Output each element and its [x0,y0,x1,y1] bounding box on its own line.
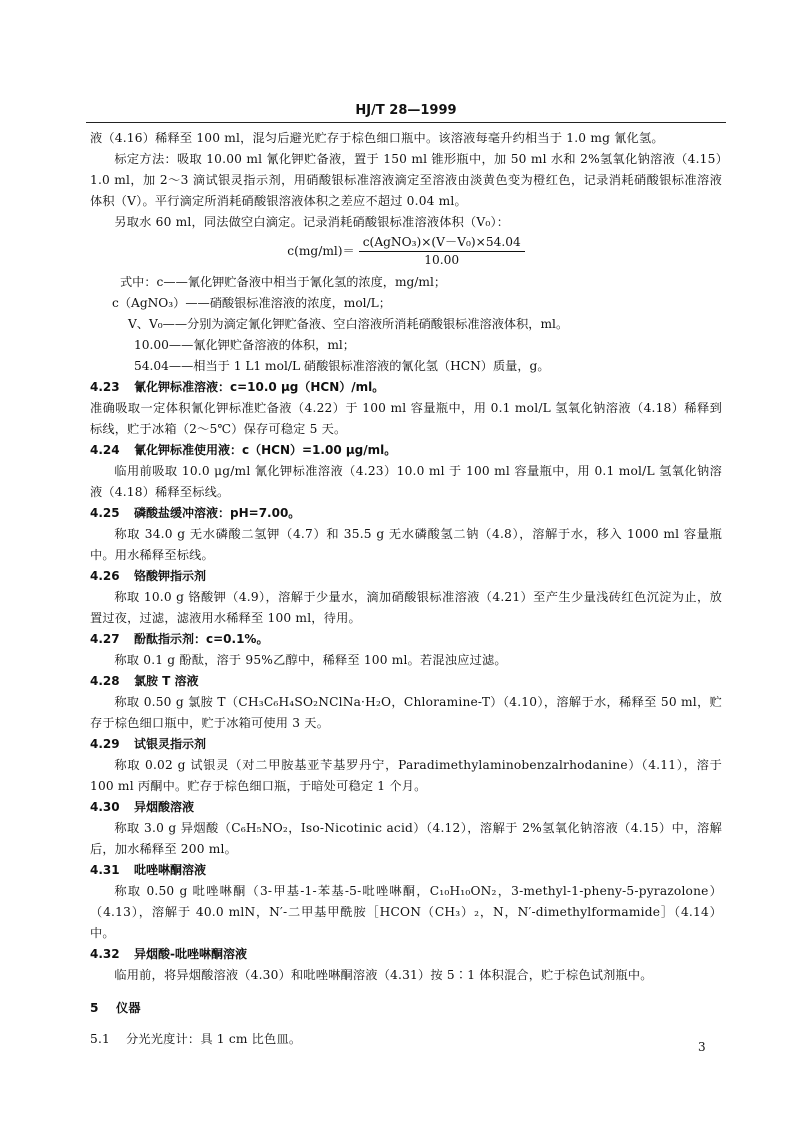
formula-lhs: c(mg/ml)＝ [287,244,355,258]
section-title: 酚酞指示剂：c=0.1%。 [134,632,269,646]
header-rule [86,122,726,123]
chapter-5-heading [90,998,722,1019]
definition-10-00: 10.00——氰化钾贮备溶液的体积，ml； [134,338,355,352]
definition-c-agno3: c（AgNO₃）——硝酸银标准溶液的浓度，mol/L； [112,296,391,310]
section-4-23-body: 准确吸取一定体积氰化钾标准贮备液（4.22）于 100 ml 容量瓶中，用 0.1 mol/L 氢氧化钠溶液（4.18）稀释到标线，贮于冰箱（2～5℃）保存可稳定 5 天。 [90,401,722,436]
item-text: 分光光度计：具 1 cm 比色皿。 [126,1032,302,1046]
paragraph-continuation: 液（4.16）稀释至 100 ml，混匀后避光贮存于棕色细口瓶中。该溶液每毫升约相当于 1.0 mg 氰化氢。 [90,131,664,145]
paragraph-blank-titration: 另取水 60 ml，同法做空白滴定。记录消耗硝酸银标准溶液体积（V₀）： [114,215,510,229]
section-4-32-heading [90,944,722,965]
section-number: 4.26 [90,569,120,583]
section-4-25-heading [90,503,722,524]
formula-numerator: c(AgNO₃)×(V－V₀)×54.04 [359,234,525,252]
section-4-27-heading [90,629,722,650]
section-4-29-body: 称取 0.02 g 试银灵（对二甲胺基亚苄基罗丹宁，Paradimethylaminobenzalrhodanine）（4.11），溶于 100 ml 丙酮中。贮存于棕色细口瓶，于暗处可稳定 1 个月。 [90,758,722,793]
formula [90,234,722,269]
section-title: 氯胺 T 溶液 [134,674,199,688]
paragraph-standardization: 标定方法：吸取 10.00 ml 氰化钾贮备液，置于 150 ml 锥形瓶中，加 50 ml 水和 2%氢氧化钠溶液（4.15）1.0 ml，加 2～3 滴试银灵指示剂，用硝酸银标准溶液滴定至溶液由淡黄色变为橙红色，记录消耗硝酸银标准溶液体积（V）。平行滴定所消耗硝酸银溶液体积之差应不超过 0.04 ml。 [90,152,722,208]
section-title: 异烟酸-吡唑啉酮溶液 [134,947,247,961]
section-4-31-heading [90,860,722,881]
formula-fraction [359,234,525,269]
item-5-1 [90,1029,722,1050]
chapter-number: 5 [90,1001,99,1015]
section-number: 4.23 [90,380,120,394]
section-title: 磷酸盐缓冲溶液：pH=7.00。 [134,506,301,520]
section-4-26-heading [90,566,722,587]
section-number: 4.32 [90,947,120,961]
page-number: 3 [698,1040,706,1054]
section-4-32-body: 临用前，将异烟酸溶液（4.30）和吡唑啉酮溶液（4.31）按 5∶1 体积混合，贮于棕色试剂瓶中。 [114,968,653,982]
section-title: 试银灵指示剂 [134,737,207,751]
section-title: 异烟酸溶液 [134,800,195,814]
definition-54-04: 54.04——相当于 1 L1 mol/L 硝酸银标准溶液的氰化氢（HCN）质量，g。 [134,359,550,373]
section-4-24-heading [90,440,722,461]
formula-denominator: 10.00 [424,253,460,267]
section-4-30-body: 称取 3.0 g 异烟酸（C₆H₅NO₂，Iso-Nicotinic acid）（4.12），溶解于 2%氢氧化钠溶液（4.15）中，溶解后，加水稀释至 200 ml。 [90,821,722,856]
section-number: 4.31 [90,863,120,877]
section-4-28-body: 称取 0.50 g 氯胺 T（CH₃C₆H₄SO₂NClNa·H₂O，Chloramine-T）（4.10），溶解于水，稀释至 50 ml，贮存于棕色细口瓶中，贮于冰箱可使用 3 天。 [90,695,722,730]
section-number: 4.24 [90,443,120,457]
section-4-28-heading [90,671,722,692]
section-title: 铬酸钾指示剂 [134,569,207,583]
section-number: 4.27 [90,632,120,646]
section-title: 氰化钾标准溶液：c=10.0 μg（HCN）/ml。 [134,380,385,394]
section-number: 4.28 [90,674,120,688]
section-4-31-body: 称取 0.50 g 吡唑啉酮（3-甲基-1-苯基-5-吡唑啉酮，C₁₀H₁₀ON₂，3-methyl-1-pheny-5-pyrazolone）（4.13），溶解于 40.0 mlN，N′-二甲基甲酰胺［HCON（CH₃）₂，N，N′-dimethylformamide］（4.14）中。 [90,884,722,940]
section-4-27-body: 称取 0.1 g 酚酞，溶于 95%乙醇中，稀释至 100 ml。若混浊应过滤。 [114,653,507,667]
section-4-23-heading [90,377,722,398]
section-title: 吡唑啉酮溶液 [134,863,207,877]
section-number: 4.29 [90,737,120,751]
item-number: 5.1 [90,1032,110,1046]
section-4-24-body: 临用前吸取 10.0 μg/ml 氰化钾标准溶液（4.23）10.0 ml 于 100 ml 容量瓶中，用 0.1 mol/L 氢氧化钠溶液（4.18）稀释至标线。 [90,464,722,499]
section-4-29-heading [90,734,722,755]
section-4-26-body: 称取 10.0 g 铬酸钾（4.9），溶解于少量水，滴加硝酸银标准溶液（4.21）至产生少量浅砖红色沉淀为止，放置过夜，过滤，滤液用水稀释至 100 ml，待用。 [90,590,722,625]
page-header: HJ/T 28—1999 [355,103,457,118]
page-content [90,128,722,1050]
section-title: 氰化钾标准使用液：c（HCN）=1.00 μg/ml。 [134,443,397,457]
section-number: 4.30 [90,800,120,814]
definition-c: 式中：c——氰化钾贮备液中相当于氰化氢的浓度，mg/ml； [120,275,447,289]
section-4-25-body: 称取 34.0 g 无水磷酸二氢钾（4.7）和 35.5 g 无水磷酸氢二钠（4.8），溶解于水，移入 1000 ml 容量瓶中。用水稀释至标线。 [90,527,722,562]
section-4-30-heading [90,797,722,818]
definition-v-v0: V、V₀——分别为滴定氰化钾贮备液、空白溶液所消耗硝酸银标准溶液体积，ml。 [128,317,569,331]
chapter-title: 仪器 [116,1001,141,1015]
section-number: 4.25 [90,506,120,520]
